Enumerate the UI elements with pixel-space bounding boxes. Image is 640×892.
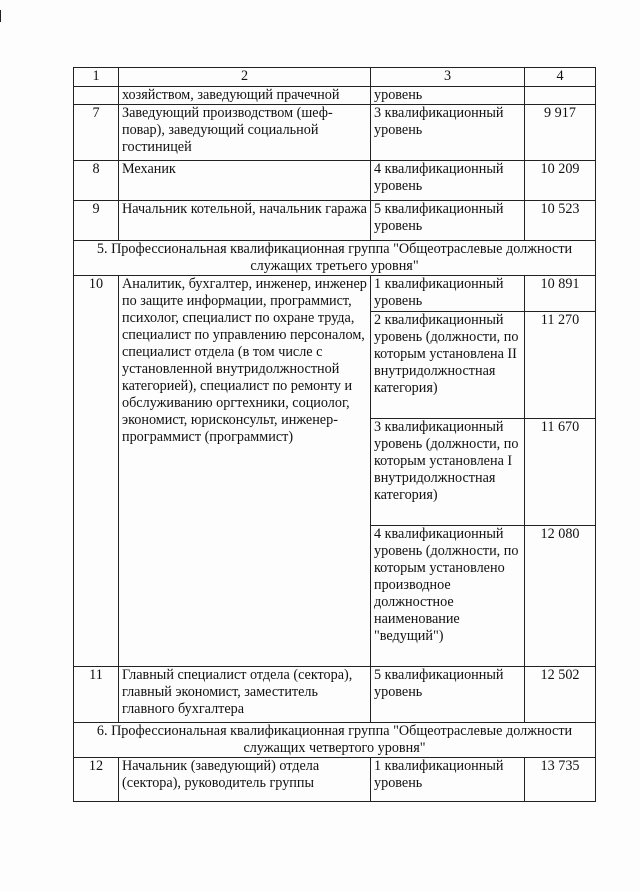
table-row [74, 87, 596, 105]
row-number: 9 [74, 201, 119, 241]
salary-value: 9 917 [525, 105, 596, 161]
table-row [74, 201, 596, 241]
salary-value [525, 87, 596, 105]
table-row [74, 276, 596, 312]
position-title: Начальник котельной, начальник гаража [119, 201, 371, 241]
qualification-level: 1 квалификационный уровень [371, 758, 525, 802]
row-number: 8 [74, 161, 119, 201]
scan-mark [0, 10, 1, 22]
qualification-level: 4 квалификационный уровень (должности, по которым установлено производное должностное наименование "ведущий") [371, 526, 525, 667]
group-heading-row [74, 723, 596, 758]
position-title: Заведующий производством (шеф-повар), заведующий социальной гостиницей [119, 105, 371, 161]
salary-value: 10 523 [525, 201, 596, 241]
position-title: Начальник (заведующий) отдела (сектора), руководитель группы [119, 758, 371, 802]
row-number: 7 [74, 105, 119, 161]
position-title: хозяйством, заведующий прачечной [119, 87, 371, 105]
row-number: 11 [74, 667, 119, 723]
table-row [74, 667, 596, 723]
header-col-1: 1 [74, 68, 119, 87]
qualification-level: 5 квалификационный уровень [371, 201, 525, 241]
group-5-heading: 5. Профессиональная квалификационная группа "Общеотраслевые должности служащих третьего уровня" [74, 241, 596, 276]
qualification-level: 5 квалификационный уровень [371, 667, 525, 723]
salary-value: 11 270 [525, 312, 596, 419]
header-col-3: 3 [371, 68, 525, 87]
table-header-row [74, 68, 596, 87]
qualification-level: 4 квалификационный уровень [371, 161, 525, 201]
qualification-level: уровень [371, 87, 525, 105]
salary-value: 11 670 [525, 419, 596, 526]
row-number [74, 87, 119, 105]
qualification-level: 3 квалификационный уровень [371, 105, 525, 161]
row-number: 10 [74, 276, 119, 667]
qualification-level: 1 квалификационный уровень [371, 276, 525, 312]
table-row [74, 161, 596, 201]
row-number: 12 [74, 758, 119, 802]
table-row [74, 758, 596, 802]
position-title: Механик [119, 161, 371, 201]
salary-value: 10 891 [525, 276, 596, 312]
salary-value: 13 735 [525, 758, 596, 802]
salary-value: 12 502 [525, 667, 596, 723]
group-heading-row [74, 241, 596, 276]
header-col-2: 2 [119, 68, 371, 87]
header-col-4: 4 [525, 68, 596, 87]
qualification-level: 2 квалификационный уровень (должности, по которым установлена II внутридолжностная категория) [371, 312, 525, 419]
salary-value: 10 209 [525, 161, 596, 201]
qualification-level: 3 квалификационный уровень (должности, по которым установлена I внутридолжностная категория) [371, 419, 525, 526]
group-6-heading: 6. Профессиональная квалификационная группа "Общеотраслевые должности служащих четвертого уровня" [74, 723, 596, 758]
position-title: Главный специалист отдела (сектора), главный экономист, заместитель главного бухгалтера [119, 667, 371, 723]
salary-table [73, 67, 596, 802]
salary-value: 12 080 [525, 526, 596, 667]
position-title: Аналитик, бухгалтер, инженер, инженер по защите информации, программист, психолог, специалист по охране труда, специалист по управлению персоналом, специалист отдела (в том числе с установленной внутридолжностной категорией), специалист по ремонту и обслуживанию оргтехники, социолог, экономист, юрисконсульт, инженер-программист (программист) [119, 276, 371, 667]
table-row [74, 105, 596, 161]
